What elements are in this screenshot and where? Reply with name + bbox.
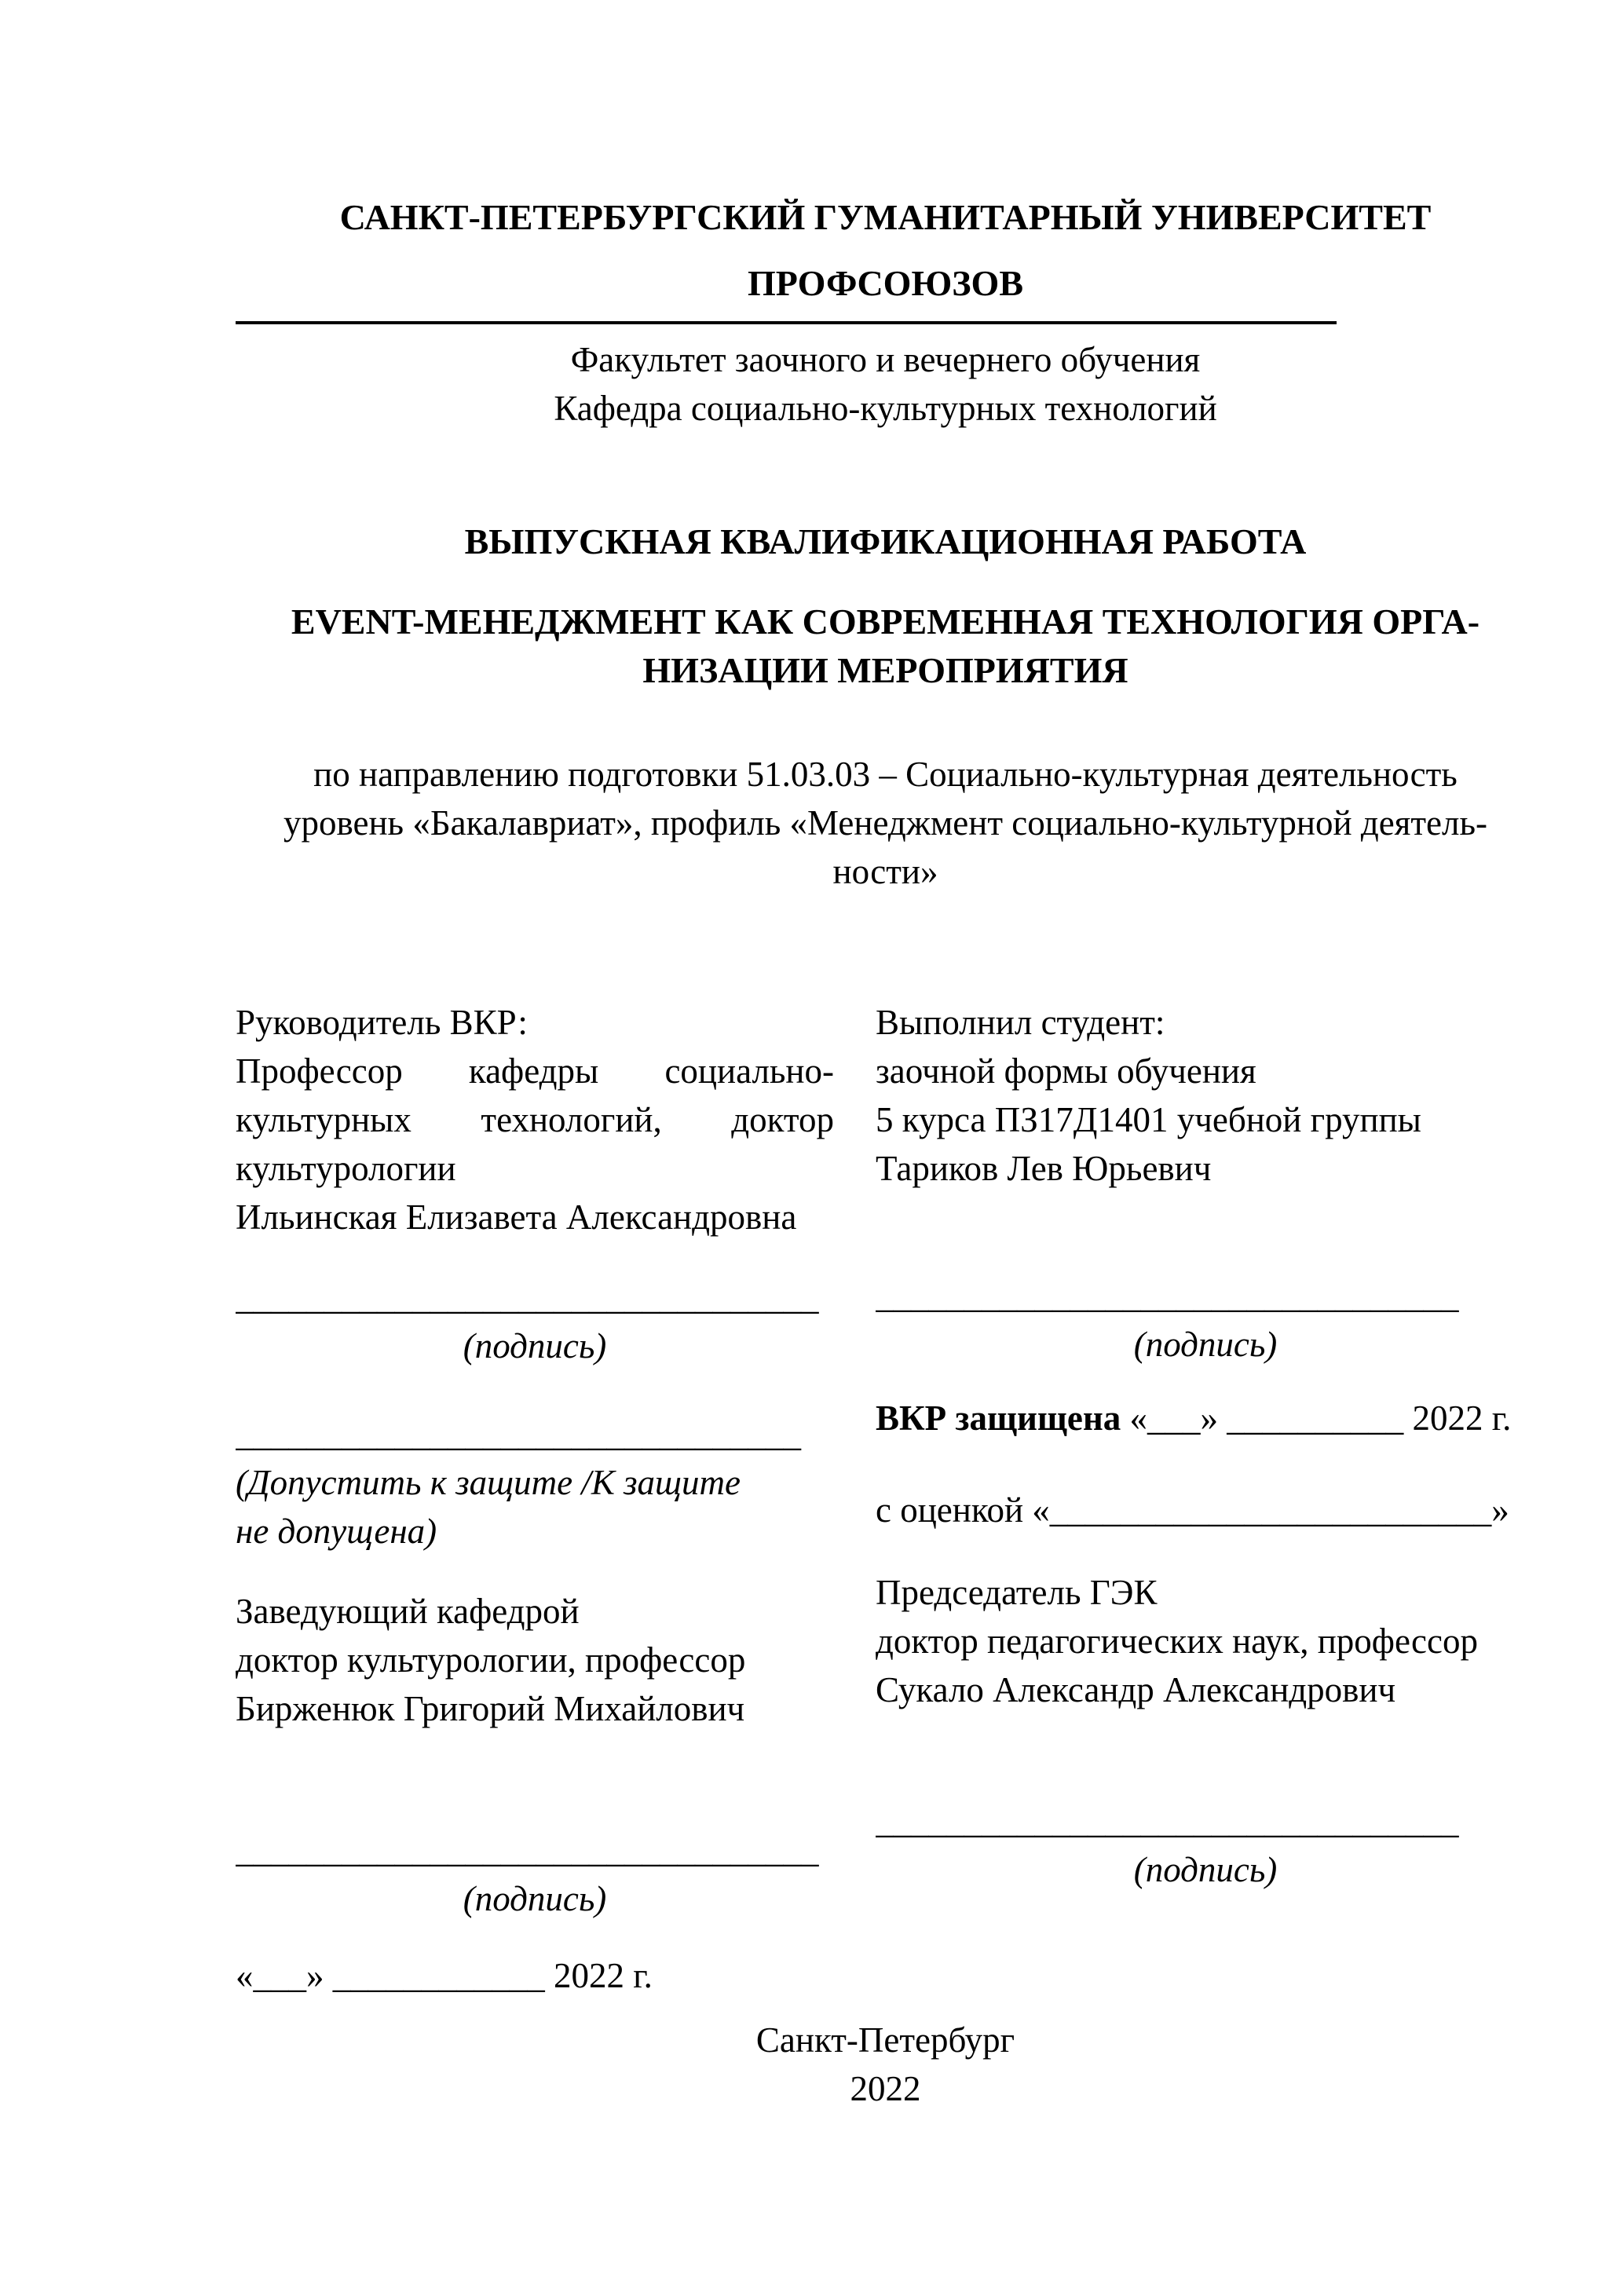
thesis-title-line1: EVENT-МЕНЕДЖМЕНТ КАК СОВРЕМЕННАЯ ТЕХНОЛОГИЯ ОРГА- xyxy=(291,601,1480,642)
committee-chair-name: Сукало Александр Александрович xyxy=(876,1670,1396,1709)
document-content xyxy=(236,185,1535,2113)
supervisor-signature-line: _________________________________ xyxy=(236,1278,819,1317)
direction-line2: уровень «Бакалавриат», профиль «Менеджмент социально-культурной деятель- xyxy=(283,803,1487,843)
faculty-line: Факультет заочного и вечернего обучения xyxy=(570,340,1201,379)
defended-line xyxy=(876,1394,1535,1442)
university-name-line1: САНКТ-ПЕТЕРБУРГСКИЙ ГУМАНИТАРНЫЙ УНИВЕРСИТЕТ xyxy=(339,197,1432,237)
committee-chair-signature-caption: (подпись) xyxy=(1133,1850,1278,1889)
supervisor-position-line3: культурологии xyxy=(236,1149,456,1188)
department-line: Кафедра социально-культурных технологий xyxy=(554,389,1217,428)
supervisor-label: Руководитель ВКР: xyxy=(236,1003,528,1042)
student-form: заочной формы обучения xyxy=(876,1051,1256,1091)
document-footer xyxy=(236,2016,1535,2113)
admission-note-line2: не допущена) xyxy=(236,1512,437,1551)
committee-chair-position: доктор педагогических наук, профессор xyxy=(876,1621,1478,1661)
supervisor-position-line1: Профессор кафедры социально- xyxy=(236,1051,834,1091)
direction-paragraph xyxy=(236,750,1535,896)
defended-label: ВКР защищена xyxy=(876,1398,1121,1438)
student-label: Выполнил студент: xyxy=(876,1003,1165,1042)
committee-chair-signature-line: _________________________________ xyxy=(876,1801,1459,1841)
department-head-name: Бирженюк Григорий Михайлович xyxy=(236,1689,745,1728)
supervisor-signature-caption: (подпись) xyxy=(463,1326,607,1366)
department-head-signature-caption: (подпись) xyxy=(463,1879,607,1918)
thesis-title-line2: НИЗАЦИИ МЕРОПРИЯТИЯ xyxy=(642,650,1128,690)
department-head-block xyxy=(236,1587,834,1733)
student-name: Тариков Лев Юрьевич xyxy=(876,1149,1212,1188)
student-group: 5 курса ПЗ17Д1401 учебной группы xyxy=(876,1100,1421,1139)
thesis-title xyxy=(236,598,1535,695)
department-head-label: Заведующий кафедрой xyxy=(236,1592,580,1631)
header-divider xyxy=(236,321,1337,324)
direction-line1: по направлению подготовки 51.03.03 – Социально-культурная деятельность xyxy=(313,755,1458,794)
defended-date-blanks: «___» __________ 2022 г. xyxy=(1121,1398,1512,1438)
document-header xyxy=(236,185,1535,433)
work-type-heading: ВЫПУСКНАЯ КВАЛИФИКАЦИОННАЯ РАБОТА xyxy=(464,521,1307,561)
supervisor-name: Ильинская Елизавета Александровна xyxy=(236,1197,797,1237)
department-head-position: доктор культурологии, профессор xyxy=(236,1640,746,1680)
footer-year: 2022 xyxy=(850,2069,921,2108)
admission-line: ________________________________ xyxy=(236,1414,801,1453)
direction-line3: ности» xyxy=(832,852,938,891)
university-name xyxy=(236,185,1535,316)
supervisor-column xyxy=(236,998,834,2000)
university-name-line2: ПРОФСОЮЗОВ xyxy=(748,263,1023,303)
signature-columns xyxy=(236,998,1535,2000)
department-head-signature-line: _________________________________ xyxy=(236,1830,819,1870)
student-signature-caption: (подпись) xyxy=(1133,1325,1278,1364)
committee-chair-block xyxy=(876,1568,1535,1714)
committee-chair-label: Председатель ГЭК xyxy=(876,1573,1158,1612)
student-signature-line: _________________________________ xyxy=(876,1276,1459,1315)
admission-note-line1: (Допустить к защите /К защите xyxy=(236,1463,741,1502)
student-column xyxy=(876,998,1535,2000)
approval-date-line: «___» ____________ 2022 г. xyxy=(236,1956,653,1995)
supervisor-position-line2: культурных технологий, доктор xyxy=(236,1100,834,1139)
grade-line: с оценкой «_________________________» xyxy=(876,1490,1509,1530)
footer-city: Санкт-Петербург xyxy=(755,2020,1015,2060)
